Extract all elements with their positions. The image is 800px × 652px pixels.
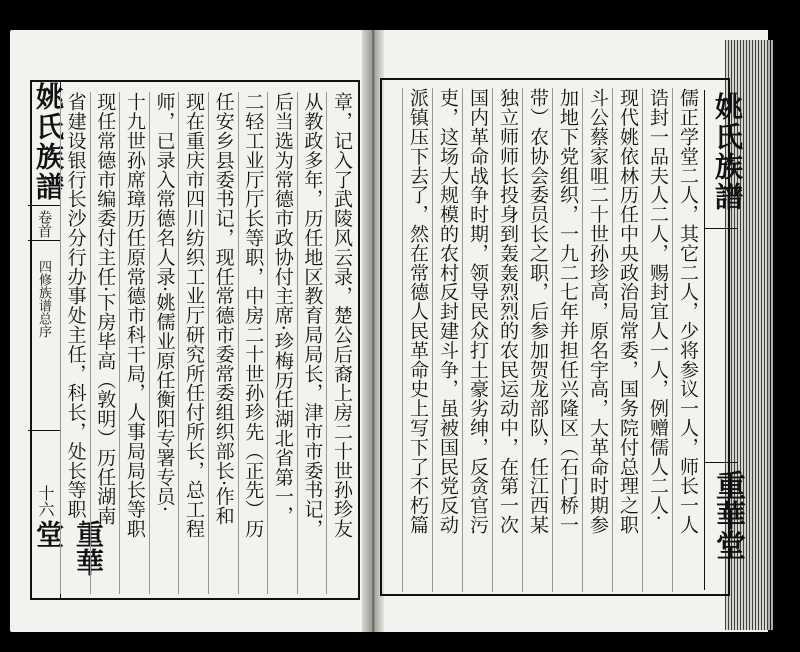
right-banner-divider	[704, 462, 738, 463]
text-column: 加地下党组织，一九二七年并担任兴隆区（石门桥一	[552, 88, 582, 592]
right-banner-title: 姚氏族譜	[711, 92, 744, 212]
text-column: 派镇压下去了，然在常德人民革命史上写下了不朽篇	[402, 88, 432, 592]
page-number: 十六	[36, 485, 55, 517]
left-banner-divider	[28, 430, 60, 431]
right-banner-divider	[704, 228, 738, 229]
left-banner-subtitle: 四修族谱总序	[36, 260, 51, 338]
text-column: 现代姚依林历任中央政治局常委，国务院付总理之职	[612, 88, 642, 592]
right-banner-hall: 重華堂	[710, 470, 745, 560]
text-column: 从教政多年，历任地区教育局局长，津市市委书记，	[297, 92, 327, 594]
left-page-text	[60, 92, 356, 594]
text-column: 师，已录入常德名人录·姚儒业原任衡阳专署专员·	[149, 92, 179, 594]
text-column: 现任常德市编委付主任·下房毕高（敦明）历任湖南	[90, 92, 120, 594]
text-column: 现在重庆市四川纺织工业厅研究所任付所长，总工程	[178, 92, 208, 594]
text-column: 二轻工业厅厅长等职，中房二十世孙珍先（正先）历	[238, 92, 268, 594]
text-column: 独立师师长投身到轰轰烈烈的农民运动中，在第一次	[492, 88, 522, 592]
text-column: 诰封一品夫人二人，赐封宜人一人，例赠儒人二人·	[642, 88, 672, 592]
left-banner-divider	[28, 240, 60, 241]
text-column: 儒正学堂二人，其它二人，少将参议一人，师长一人	[672, 88, 702, 592]
text-column: 章，记入了武陵风云录，楚公后裔上房二十世孙珍友	[326, 92, 356, 594]
left-banner-volume: 卷首	[36, 210, 52, 238]
left-banner-title: 姚氏族譜	[32, 82, 65, 202]
text-column: 国内革命战争时期，领导民众打土豪劣绅，反贪官污	[462, 88, 492, 592]
right-banner	[704, 90, 745, 590]
right-page-text	[386, 88, 702, 592]
left-banner-divider	[28, 205, 60, 206]
text-column: 后当选为常德市政协付主席·珍梅历任湖北省第一，	[267, 92, 297, 594]
text-column: 省建设银行长沙分行办事处主任，科长，处长等职，	[60, 92, 90, 594]
text-column: 任安乡县委书记，现任常德市委常委组织部长·作和	[208, 92, 238, 594]
text-column: 十九世孙席璋历任原常德市科干局，人事局局长等职	[119, 92, 149, 594]
text-column: 斗公蔡家咀二十世孙珍高，原名宇高，大革命时期参	[582, 88, 612, 592]
left-banner-hall: 重華堂	[32, 520, 105, 576]
text-column: 吏，这场大规模的农村反封建斗争，虽被国民党反动	[432, 88, 462, 592]
text-column: 带）农协会委员长之职，后参加贺龙部队，任江西某	[522, 88, 552, 592]
